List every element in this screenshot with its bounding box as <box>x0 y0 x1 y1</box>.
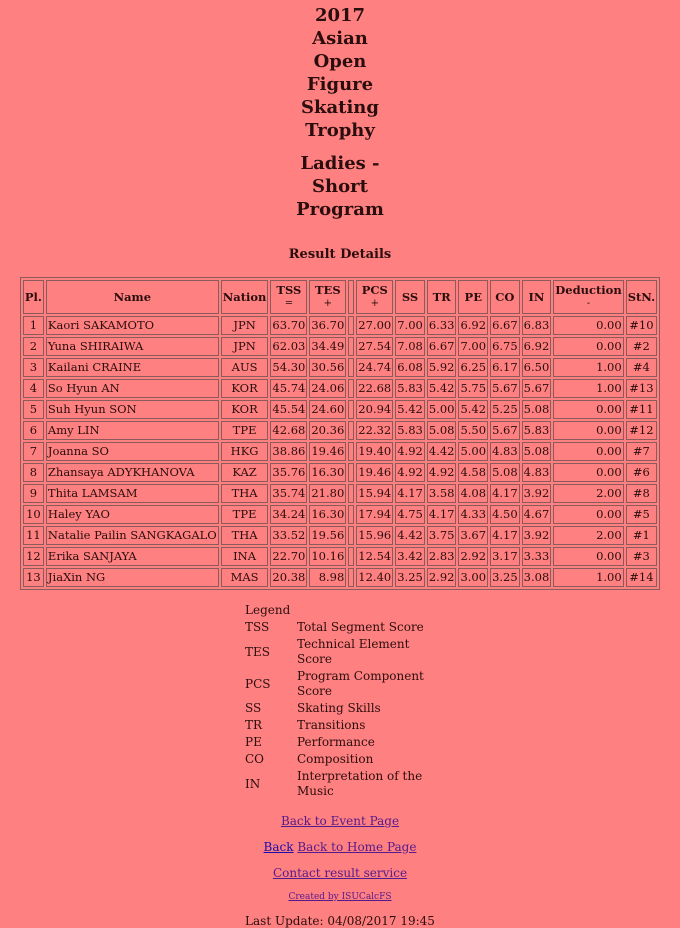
cell-tes: 20.36 <box>309 421 346 440</box>
col-tss-label: TSS <box>276 283 302 297</box>
cell-spacer <box>348 526 354 545</box>
cell-pe: 5.50 <box>458 421 488 440</box>
legend-item <box>245 768 435 800</box>
cell-name: Yuna SHIRAIWA <box>46 337 219 356</box>
cell-co: 6.75 <box>490 337 520 356</box>
cell-tes: 19.56 <box>309 526 346 545</box>
cell-name: Zhansaya ADYKHANOVA <box>46 463 219 482</box>
cell-pe: 3.67 <box>458 526 488 545</box>
cell-tss: 33.52 <box>270 526 307 545</box>
col-tr: TR <box>427 280 457 314</box>
cell-co: 6.17 <box>490 358 520 377</box>
cell-pe: 4.58 <box>458 463 488 482</box>
cell-spacer <box>348 568 354 587</box>
cell-nation: MAS <box>221 568 269 587</box>
segment-title <box>270 152 410 221</box>
legend-description: Total Segment Score <box>297 620 424 634</box>
legend-abbr: CO <box>245 752 265 766</box>
cell-in: 6.92 <box>522 337 552 356</box>
col-tes <box>309 280 346 314</box>
cell-tss: 45.74 <box>270 379 307 398</box>
cell-start-number: #8 <box>626 484 657 503</box>
cell-in: 5.83 <box>522 421 552 440</box>
col-ss: SS <box>395 280 425 314</box>
cell-place: 10 <box>23 505 44 524</box>
cell-tss: 38.86 <box>270 442 307 461</box>
back-to-home-link[interactable]: Back to Home Page <box>297 840 417 854</box>
cell-pe: 6.92 <box>458 316 488 335</box>
results-body <box>23 316 657 587</box>
cell-pcs: 17.94 <box>356 505 393 524</box>
cell-co: 5.25 <box>490 400 520 419</box>
col-tes-op: + <box>323 298 333 309</box>
cell-deduction: 0.00 <box>553 337 623 356</box>
cell-place: 12 <box>23 547 44 566</box>
cell-start-number: #6 <box>626 463 657 482</box>
legend-item <box>245 636 435 668</box>
cell-pe: 2.92 <box>458 547 488 566</box>
cell-ss: 5.83 <box>395 421 425 440</box>
legend-item <box>245 619 435 636</box>
cell-tss: 42.68 <box>270 421 307 440</box>
cell-pe: 3.00 <box>458 568 488 587</box>
legend-description: Transitions <box>297 718 366 732</box>
cell-co: 5.67 <box>490 421 520 440</box>
col-pl: Pl. <box>23 280 44 314</box>
legend-description: Technical Element Score <box>297 637 410 666</box>
cell-tes: 19.46 <box>309 442 346 461</box>
legend-description: Program Component Score <box>297 669 424 698</box>
cell-tr: 3.58 <box>427 484 457 503</box>
legend-description: Skating Skills <box>297 701 381 715</box>
col-stn: StN. <box>626 280 657 314</box>
cell-in: 5.08 <box>522 442 552 461</box>
cell-tr: 6.33 <box>427 316 457 335</box>
cell-nation: HKG <box>221 442 269 461</box>
result-details-heading: Result Details <box>288 247 392 262</box>
cell-pe: 6.25 <box>458 358 488 377</box>
cell-tr: 3.75 <box>427 526 457 545</box>
cell-in: 3.92 <box>522 526 552 545</box>
col-name: Name <box>46 280 219 314</box>
cell-nation: JPN <box>221 337 269 356</box>
cell-tes: 16.30 <box>309 463 346 482</box>
cell-deduction: 0.00 <box>553 400 623 419</box>
cell-in: 4.67 <box>522 505 552 524</box>
cell-tes: 34.49 <box>309 337 346 356</box>
legend-item <box>245 734 435 751</box>
cell-place: 8 <box>23 463 44 482</box>
cell-tss: 63.70 <box>270 316 307 335</box>
cell-ss: 7.08 <box>395 337 425 356</box>
cell-start-number: #10 <box>626 316 657 335</box>
cell-tes: 16.30 <box>309 505 346 524</box>
cell-name: So Hyun AN <box>46 379 219 398</box>
footer-links <box>0 814 680 902</box>
col-pe: PE <box>458 280 488 314</box>
cell-spacer <box>348 421 354 440</box>
cell-tes: 30.56 <box>309 358 346 377</box>
cell-place: 3 <box>23 358 44 377</box>
subtitle-line: Ladies - <box>300 153 380 174</box>
cell-tr: 5.42 <box>427 379 457 398</box>
cell-co: 5.67 <box>490 379 520 398</box>
cell-nation: KAZ <box>221 463 269 482</box>
legend-abbr: TES <box>245 644 270 659</box>
cell-start-number: #1 <box>626 526 657 545</box>
cell-spacer <box>348 379 354 398</box>
cell-start-number: #11 <box>626 400 657 419</box>
title-line: Open <box>313 51 367 72</box>
table-row <box>23 379 657 398</box>
cell-pcs: 12.54 <box>356 547 393 566</box>
table-row <box>23 442 657 461</box>
cell-ss: 6.08 <box>395 358 425 377</box>
cell-name: Joanna SO <box>46 442 219 461</box>
title-line: Trophy <box>305 120 375 141</box>
cell-tr: 2.92 <box>427 568 457 587</box>
cell-place: 1 <box>23 316 44 335</box>
title-line: 2017 <box>314 5 366 26</box>
legend-item <box>245 668 435 700</box>
cell-nation: THA <box>221 484 269 503</box>
col-co: CO <box>490 280 520 314</box>
cell-place: 4 <box>23 379 44 398</box>
cell-co: 3.17 <box>490 547 520 566</box>
cell-place: 13 <box>23 568 44 587</box>
table-row <box>23 421 657 440</box>
cell-tes: 36.70 <box>309 316 346 335</box>
cell-tss: 62.03 <box>270 337 307 356</box>
cell-co: 4.17 <box>490 484 520 503</box>
cell-nation: KOR <box>221 400 269 419</box>
cell-pe: 5.00 <box>458 442 488 461</box>
cell-place: 9 <box>23 484 44 503</box>
cell-nation: THA <box>221 526 269 545</box>
cell-place: 6 <box>23 421 44 440</box>
cell-pe: 5.75 <box>458 379 488 398</box>
cell-spacer <box>348 337 354 356</box>
table-row <box>23 547 657 566</box>
legend-item <box>245 751 435 768</box>
back-link[interactable]: Back <box>263 840 294 854</box>
title-line: Skating <box>301 97 379 118</box>
cell-start-number: #3 <box>626 547 657 566</box>
cell-ss: 3.42 <box>395 547 425 566</box>
last-update: Last Update: 04/08/2017 19:45 <box>245 914 435 928</box>
contact-result-service-link[interactable]: Contact result service <box>272 866 408 880</box>
cell-tr: 4.92 <box>427 463 457 482</box>
cell-pcs: 27.00 <box>356 316 393 335</box>
cell-pe: 7.00 <box>458 337 488 356</box>
cell-ss: 4.17 <box>395 484 425 503</box>
cell-place: 5 <box>23 400 44 419</box>
cell-nation: TPE <box>221 505 269 524</box>
legend-description: Composition <box>297 752 374 766</box>
cell-deduction: 1.00 <box>553 568 623 587</box>
cell-tr: 4.17 <box>427 505 457 524</box>
legend-abbr: PCS <box>245 676 271 691</box>
cell-pe: 4.08 <box>458 484 488 503</box>
event-title <box>270 0 410 142</box>
table-row <box>23 505 657 524</box>
cell-pcs: 12.40 <box>356 568 393 587</box>
cell-in: 3.33 <box>522 547 552 566</box>
cell-ss: 4.42 <box>395 526 425 545</box>
subtitle-line: Short <box>312 176 368 197</box>
cell-tss: 54.30 <box>270 358 307 377</box>
cell-spacer <box>348 547 354 566</box>
cell-tss: 35.76 <box>270 463 307 482</box>
col-deduction <box>553 280 623 314</box>
cell-pcs: 22.68 <box>356 379 393 398</box>
cell-pcs: 15.96 <box>356 526 393 545</box>
cell-tr: 4.42 <box>427 442 457 461</box>
table-row <box>23 568 657 587</box>
table-row <box>23 526 657 545</box>
legend-abbr: TR <box>245 718 263 732</box>
cell-tes: 21.80 <box>309 484 346 503</box>
cell-ss: 5.83 <box>395 379 425 398</box>
table-row <box>23 400 657 419</box>
cell-in: 5.67 <box>522 379 552 398</box>
legend-body <box>245 602 435 800</box>
legend-table <box>245 602 435 800</box>
cell-start-number: #13 <box>626 379 657 398</box>
cell-tss: 45.54 <box>270 400 307 419</box>
legend-abbr: TSS <box>245 620 270 634</box>
cell-in: 4.83 <box>522 463 552 482</box>
cell-nation: JPN <box>221 316 269 335</box>
cell-deduction: 0.00 <box>553 505 623 524</box>
cell-tss: 34.24 <box>270 505 307 524</box>
cell-tes: 8.98 <box>309 568 346 587</box>
cell-tes: 24.60 <box>309 400 346 419</box>
col-tss-op: = <box>284 298 294 309</box>
cell-place: 7 <box>23 442 44 461</box>
cell-tss: 20.38 <box>270 568 307 587</box>
legend-title: Legend <box>245 603 291 617</box>
cell-start-number: #4 <box>626 358 657 377</box>
cell-in: 6.50 <box>522 358 552 377</box>
cell-name: Thita LAMSAM <box>46 484 219 503</box>
cell-nation: INA <box>221 547 269 566</box>
cell-ss: 4.75 <box>395 505 425 524</box>
col-pcs-op: + <box>370 298 379 309</box>
cell-deduction: 2.00 <box>553 484 623 503</box>
cell-spacer <box>348 316 354 335</box>
title-line: Figure <box>306 74 374 95</box>
cell-tss: 22.70 <box>270 547 307 566</box>
cell-place: 11 <box>23 526 44 545</box>
table-row <box>23 484 657 503</box>
legend-abbr: PE <box>245 735 262 749</box>
col-nation: Nation <box>221 280 269 314</box>
cell-spacer <box>348 484 354 503</box>
cell-spacer <box>348 505 354 524</box>
cell-tr: 5.92 <box>427 358 457 377</box>
cell-co: 5.08 <box>490 463 520 482</box>
cell-pcs: 19.40 <box>356 442 393 461</box>
cell-nation: AUS <box>221 358 269 377</box>
cell-spacer <box>348 442 354 461</box>
cell-tss: 35.74 <box>270 484 307 503</box>
cell-pcs: 27.54 <box>356 337 393 356</box>
cell-ss: 5.42 <box>395 400 425 419</box>
cell-deduction: 1.00 <box>553 379 623 398</box>
created-by-link[interactable]: Created by ISUCalcFS <box>288 892 392 902</box>
cell-pcs: 20.94 <box>356 400 393 419</box>
cell-ss: 3.25 <box>395 568 425 587</box>
cell-deduction: 1.00 <box>553 358 623 377</box>
cell-name: Haley YAO <box>46 505 219 524</box>
cell-start-number: #7 <box>626 442 657 461</box>
cell-pcs: 19.46 <box>356 463 393 482</box>
cell-start-number: #5 <box>626 505 657 524</box>
cell-pcs: 22.32 <box>356 421 393 440</box>
col-deduction-label: Deduction <box>555 283 622 297</box>
cell-name: JiaXin NG <box>46 568 219 587</box>
cell-in: 3.08 <box>522 568 552 587</box>
cell-co: 4.83 <box>490 442 520 461</box>
legend-item <box>245 700 435 717</box>
cell-ss: 4.92 <box>395 463 425 482</box>
cell-pe: 4.33 <box>458 505 488 524</box>
cell-in: 3.92 <box>522 484 552 503</box>
cell-spacer <box>348 463 354 482</box>
cell-deduction: 0.00 <box>553 463 623 482</box>
cell-deduction: 0.00 <box>553 421 623 440</box>
col-pcs-label: PCS <box>361 283 388 297</box>
cell-ss: 4.92 <box>395 442 425 461</box>
cell-name: Erika SANJAYA <box>46 547 219 566</box>
table-row <box>23 463 657 482</box>
cell-co: 4.17 <box>490 526 520 545</box>
cell-in: 6.83 <box>522 316 552 335</box>
legend-item <box>245 717 435 734</box>
title-line: Asian <box>312 28 368 49</box>
cell-tr: 6.67 <box>427 337 457 356</box>
cell-name: Natalie Pailin SANGKAGALO <box>46 526 219 545</box>
col-in: IN <box>522 280 552 314</box>
col-spacer <box>348 280 354 314</box>
cell-deduction: 0.00 <box>553 442 623 461</box>
cell-name: Amy LIN <box>46 421 219 440</box>
cell-pcs: 24.74 <box>356 358 393 377</box>
legend-title-row <box>245 602 435 619</box>
cell-co: 4.50 <box>490 505 520 524</box>
back-to-event-link[interactable]: Back to Event Page <box>280 814 400 828</box>
results-table <box>20 277 660 590</box>
cell-spacer <box>348 400 354 419</box>
cell-tr: 2.83 <box>427 547 457 566</box>
cell-in: 5.08 <box>522 400 552 419</box>
cell-nation: KOR <box>221 379 269 398</box>
cell-deduction: 0.00 <box>553 316 623 335</box>
cell-nation: TPE <box>221 421 269 440</box>
cell-tr: 5.00 <box>427 400 457 419</box>
cell-tes: 24.06 <box>309 379 346 398</box>
cell-start-number: #12 <box>626 421 657 440</box>
col-tes-label: TES <box>315 283 341 297</box>
subtitle-line: Program <box>296 199 384 220</box>
table-header-row <box>23 280 657 314</box>
cell-tes: 10.16 <box>309 547 346 566</box>
col-pcs <box>356 280 393 314</box>
table-row <box>23 316 657 335</box>
legend-description: Interpretation of the Music <box>297 769 423 798</box>
legend-abbr: IN <box>245 776 261 791</box>
cell-name: Kailani CRAINE <box>46 358 219 377</box>
legend-description: Performance <box>297 735 375 749</box>
cell-pe: 5.42 <box>458 400 488 419</box>
legend-abbr: SS <box>245 701 262 715</box>
table-row <box>23 358 657 377</box>
cell-place: 2 <box>23 337 44 356</box>
cell-ss: 7.00 <box>395 316 425 335</box>
col-deduction-op: - <box>586 298 591 309</box>
cell-spacer <box>348 358 354 377</box>
cell-name: Suh Hyun SON <box>46 400 219 419</box>
cell-deduction: 0.00 <box>553 547 623 566</box>
cell-tr: 5.08 <box>427 421 457 440</box>
col-tss <box>270 280 307 314</box>
cell-name: Kaori SAKAMOTO <box>46 316 219 335</box>
cell-pcs: 15.94 <box>356 484 393 503</box>
cell-co: 6.67 <box>490 316 520 335</box>
cell-deduction: 2.00 <box>553 526 623 545</box>
table-row <box>23 337 657 356</box>
cell-start-number: #2 <box>626 337 657 356</box>
cell-start-number: #14 <box>626 568 657 587</box>
cell-co: 3.25 <box>490 568 520 587</box>
